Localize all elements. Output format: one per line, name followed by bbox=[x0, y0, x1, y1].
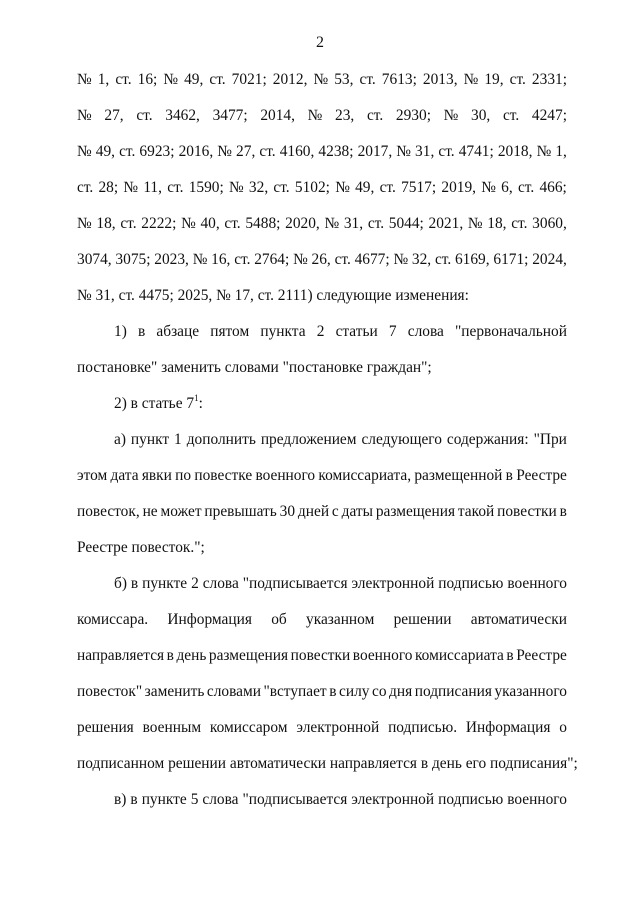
word: предложением bbox=[260, 431, 357, 448]
word: 4160, bbox=[279, 143, 315, 160]
word: с bbox=[331, 503, 339, 520]
word: 27, bbox=[104, 107, 124, 124]
word: в bbox=[130, 575, 139, 592]
word: ст. bbox=[273, 179, 290, 196]
text-line bbox=[77, 681, 567, 703]
word: 1 bbox=[174, 431, 182, 448]
word: № bbox=[536, 143, 552, 160]
text-line bbox=[77, 69, 567, 91]
word: 16; bbox=[137, 71, 158, 88]
word: 28; bbox=[98, 179, 119, 196]
word: 7 bbox=[388, 323, 397, 340]
word: 16, bbox=[211, 251, 231, 268]
word: слова bbox=[407, 323, 444, 340]
word: 5488; bbox=[245, 215, 281, 232]
word: 11, bbox=[143, 179, 162, 196]
word: 1, bbox=[555, 143, 567, 160]
word: повестке bbox=[194, 467, 253, 484]
word: ст. bbox=[119, 143, 136, 160]
word: 18, bbox=[487, 215, 507, 232]
word: ст. bbox=[367, 215, 385, 232]
word: "подписывается bbox=[242, 575, 348, 592]
word: в bbox=[329, 683, 337, 700]
word: пятом bbox=[210, 323, 250, 340]
word: 1) bbox=[114, 323, 127, 340]
word: в bbox=[166, 647, 174, 664]
word: по bbox=[175, 467, 192, 484]
word: 2018, bbox=[497, 143, 533, 160]
word: № bbox=[77, 215, 92, 232]
word: ст. bbox=[234, 251, 251, 268]
word: 4247; bbox=[531, 107, 567, 124]
word: 1, bbox=[97, 71, 110, 88]
word: электронной bbox=[296, 719, 380, 736]
word: пункте bbox=[142, 575, 188, 592]
word: военным bbox=[142, 719, 202, 736]
text-line: подписанном решении автоматически направляется в день его подписания"; bbox=[77, 755, 578, 772]
text-line bbox=[77, 249, 567, 271]
word: размещения bbox=[208, 647, 289, 664]
word: военного bbox=[352, 647, 413, 664]
word: 49, bbox=[95, 143, 116, 160]
text-line bbox=[77, 105, 567, 127]
word: 2023, bbox=[154, 251, 189, 268]
text-line: Реестре повесток."; bbox=[77, 539, 205, 556]
word: пункт bbox=[130, 431, 170, 448]
word: в bbox=[137, 323, 146, 340]
word: 2 bbox=[316, 323, 325, 340]
word: 18, bbox=[96, 215, 116, 232]
word: ст. bbox=[167, 179, 184, 196]
text-line bbox=[77, 465, 567, 487]
word: 5 bbox=[190, 791, 199, 808]
word: комиссариата bbox=[414, 647, 504, 664]
word: о bbox=[559, 719, 567, 736]
word: дополнить bbox=[186, 431, 256, 448]
paragraph-first-line bbox=[114, 321, 567, 343]
word: ст. bbox=[224, 215, 241, 232]
word: в bbox=[130, 791, 138, 808]
word: 31, bbox=[415, 143, 435, 160]
word: 6923; bbox=[139, 143, 175, 160]
paragraph-first-line bbox=[114, 789, 567, 811]
word: военного bbox=[255, 467, 316, 484]
word: № bbox=[229, 179, 244, 196]
word: 3074, bbox=[77, 251, 112, 268]
word: 23, bbox=[335, 107, 355, 124]
word: № bbox=[77, 143, 92, 160]
word: 4741; bbox=[458, 143, 494, 160]
word: Реестре bbox=[516, 467, 567, 484]
word: 6169, bbox=[454, 251, 490, 268]
word: 32, bbox=[248, 179, 269, 196]
word: 2024, bbox=[532, 251, 567, 268]
word: автоматически bbox=[470, 611, 567, 628]
word: дата bbox=[110, 467, 139, 484]
word: 4238; bbox=[318, 143, 354, 160]
text-line bbox=[77, 609, 567, 631]
word: электронной bbox=[351, 791, 435, 808]
word: статьи bbox=[335, 323, 378, 340]
word: день bbox=[176, 647, 207, 664]
word: 2014, bbox=[260, 107, 295, 124]
word: 6, bbox=[501, 179, 513, 196]
word: указанном bbox=[306, 611, 375, 628]
word: ст. bbox=[434, 251, 452, 268]
word: даты bbox=[341, 503, 373, 520]
word: подписью bbox=[438, 791, 504, 808]
word: 53, bbox=[334, 71, 354, 88]
word: решения bbox=[77, 719, 134, 736]
word: 2331; bbox=[531, 71, 567, 88]
word: № bbox=[313, 71, 329, 88]
word: а) bbox=[114, 431, 126, 448]
word: ст. bbox=[334, 251, 351, 268]
word: пункте bbox=[141, 791, 187, 808]
word: в bbox=[506, 647, 514, 664]
page-number: 2 bbox=[316, 34, 324, 51]
word: пункта bbox=[260, 323, 306, 340]
word: следующего bbox=[361, 431, 442, 448]
word: 32, bbox=[411, 251, 432, 268]
word: 2020, bbox=[285, 215, 320, 232]
word: ст. bbox=[259, 143, 276, 160]
word: подписания bbox=[414, 683, 492, 700]
word: 7517; bbox=[401, 179, 437, 196]
paragraph-first-line bbox=[114, 429, 567, 451]
word: 40, bbox=[200, 215, 220, 232]
text-line bbox=[77, 213, 567, 235]
text-line: № 31, ст. 4475; 2025, № 17, ст. 2111) следующие изменения: bbox=[77, 287, 469, 304]
word: повесток" bbox=[77, 683, 143, 700]
word: ст. bbox=[517, 179, 535, 196]
word: такой bbox=[457, 503, 495, 520]
word: ст. bbox=[511, 215, 528, 232]
word: 2017, bbox=[357, 143, 393, 160]
word: Информация bbox=[465, 719, 551, 736]
word: Информация bbox=[167, 611, 252, 628]
word: 2021, bbox=[428, 215, 464, 232]
word: 7021; bbox=[231, 71, 267, 88]
word: дней bbox=[297, 503, 330, 520]
word: комиссаром bbox=[209, 719, 288, 736]
word: 2222; bbox=[141, 215, 177, 232]
word: явки bbox=[141, 467, 172, 484]
word: Реестре bbox=[516, 647, 567, 664]
word: ст. bbox=[359, 71, 376, 88]
word: со bbox=[371, 683, 387, 700]
word: военного bbox=[507, 575, 567, 592]
word: 31, bbox=[343, 215, 364, 232]
word: 2 bbox=[191, 575, 199, 592]
word: б) bbox=[114, 575, 127, 592]
word: № bbox=[324, 215, 340, 232]
word: 3477; bbox=[212, 107, 248, 124]
word: ст. bbox=[509, 71, 526, 88]
word: № bbox=[307, 107, 323, 124]
word: об bbox=[271, 611, 287, 628]
word: "вступает bbox=[263, 683, 327, 700]
word: содержания: bbox=[446, 431, 529, 448]
word: ст. bbox=[502, 107, 520, 124]
text-line bbox=[77, 177, 567, 199]
word: № bbox=[217, 143, 232, 160]
word: 2930; bbox=[395, 107, 431, 124]
word: № bbox=[123, 179, 139, 196]
word: электронной bbox=[351, 575, 435, 592]
word: 1590; bbox=[188, 179, 224, 196]
word: ст. bbox=[366, 107, 384, 124]
word: силу bbox=[339, 683, 370, 700]
word: повестки bbox=[497, 503, 557, 520]
word: 2012, bbox=[272, 71, 308, 88]
word: № bbox=[181, 215, 196, 232]
word: не bbox=[142, 503, 158, 520]
word: слова bbox=[202, 791, 239, 808]
word: 3462, bbox=[165, 107, 200, 124]
word: 5102; bbox=[294, 179, 330, 196]
word: словами bbox=[206, 683, 261, 700]
word: 4677; bbox=[354, 251, 390, 268]
word: "При bbox=[533, 431, 567, 448]
word: в bbox=[505, 467, 513, 484]
word: указанного bbox=[494, 683, 567, 700]
word: 6171; bbox=[493, 251, 529, 268]
word: размещенной bbox=[414, 467, 503, 484]
text-line bbox=[77, 717, 567, 739]
word: может bbox=[160, 503, 202, 520]
word: № bbox=[163, 71, 179, 88]
word: 19, bbox=[484, 71, 504, 88]
section-heading: 2) в статье $7^1$: bbox=[114, 393, 203, 412]
word: № bbox=[396, 143, 411, 160]
word: № bbox=[335, 179, 350, 196]
word: слова bbox=[202, 575, 239, 592]
word: повесток, bbox=[77, 503, 140, 520]
word: 49, bbox=[355, 179, 375, 196]
word: подписью. bbox=[388, 719, 458, 736]
word: № bbox=[192, 251, 208, 268]
text-line bbox=[77, 645, 567, 667]
word: 466; bbox=[539, 179, 567, 196]
word: 2019, bbox=[441, 179, 477, 196]
word: ст. bbox=[136, 107, 153, 124]
word: комиссариата, bbox=[318, 467, 412, 484]
text-line bbox=[77, 141, 567, 163]
word: дня bbox=[389, 683, 413, 700]
word: 49, bbox=[184, 71, 204, 88]
word: 27, bbox=[236, 143, 256, 160]
word: направляется bbox=[77, 647, 165, 664]
paragraph-first-line bbox=[114, 573, 567, 595]
word: 2013, bbox=[422, 71, 458, 88]
word: № bbox=[463, 71, 479, 88]
word: № bbox=[293, 251, 308, 268]
text-line: постановке" заменить словами "постановке граждан"; bbox=[77, 359, 432, 376]
word: этом bbox=[77, 467, 108, 484]
word: заменить bbox=[144, 683, 205, 700]
word: 2764; bbox=[254, 251, 290, 268]
word: в) bbox=[114, 791, 127, 808]
word: 30, bbox=[471, 107, 491, 124]
word: № bbox=[393, 251, 409, 268]
word: подписью bbox=[438, 575, 504, 592]
word: ст. bbox=[379, 179, 396, 196]
word: 3060, bbox=[532, 215, 567, 232]
word: № bbox=[77, 71, 92, 88]
word: ст. bbox=[120, 215, 137, 232]
word: 7613; bbox=[381, 71, 417, 88]
word: решении bbox=[393, 611, 452, 628]
word: военного bbox=[507, 791, 567, 808]
word: 2016, bbox=[178, 143, 214, 160]
word: в bbox=[559, 503, 567, 520]
word: ст. bbox=[438, 143, 455, 160]
word: размещения bbox=[375, 503, 456, 520]
word: 5044; bbox=[388, 215, 424, 232]
word: ст. bbox=[209, 71, 226, 88]
word: комиссара. bbox=[77, 611, 149, 628]
word: № bbox=[77, 107, 92, 124]
word: ст. bbox=[115, 71, 132, 88]
word: превышать bbox=[204, 503, 277, 520]
word: 26, bbox=[311, 251, 331, 268]
word: № bbox=[481, 179, 496, 196]
word: 30 bbox=[279, 503, 296, 520]
word: повестки bbox=[290, 647, 351, 664]
word: абзаце bbox=[156, 323, 200, 340]
text-line bbox=[77, 501, 567, 523]
word: 3075; bbox=[115, 251, 151, 268]
word: ст. bbox=[77, 179, 94, 196]
word: "подписывается bbox=[242, 791, 348, 808]
word: № bbox=[443, 107, 459, 124]
word: № bbox=[467, 215, 483, 232]
word: "первоначальной bbox=[455, 323, 567, 340]
